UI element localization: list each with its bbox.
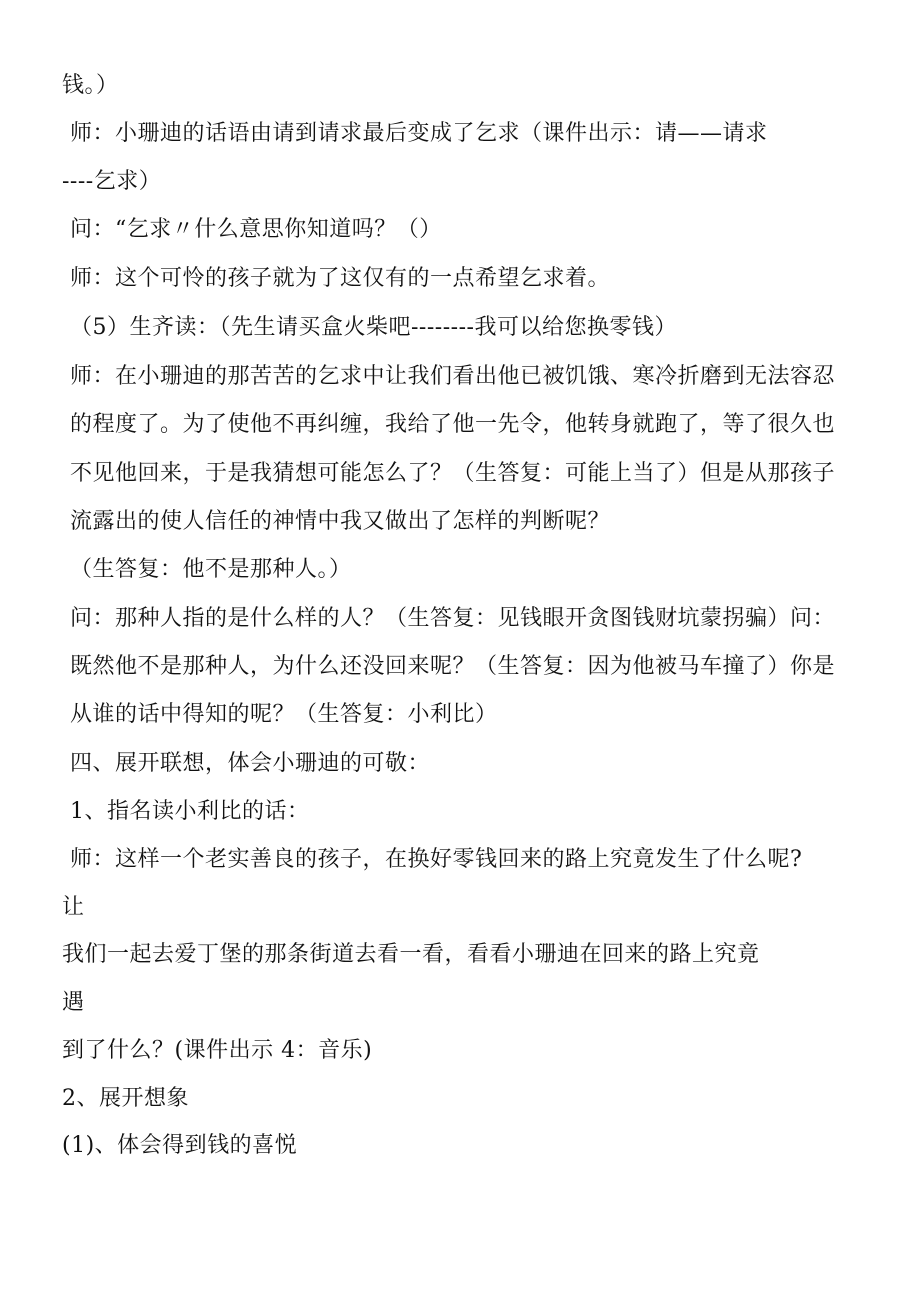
text-line: 既然他不是那种人，为什么还没回来呢？（生答复：因为他被马车撞了）你是: [70, 654, 836, 679]
text-line: 从谁的话中得知的呢？（生答复：小利比）: [70, 702, 498, 727]
text-line: 让: [62, 895, 85, 920]
text-line: ----乞求）: [62, 169, 162, 194]
text-line: 师：这样一个老实善良的孩子，在换好零钱回来的路上究竟发生了什么呢?: [70, 847, 803, 872]
text-line: 不见他回来，于是我猜想可能怎么了？（生答复：可能上当了）但是从那孩子: [70, 461, 836, 486]
text-line: 的程度了。为了使他不再纠缠，我给了他一先令，他转身就跑了，等了很久也: [70, 412, 836, 437]
text-line: 问：那种人指的是什么样的人？（生答复：见钱眼开贪图钱财坑蒙拐骗）问：: [70, 606, 836, 631]
text-line: 师：小珊迪的话语由请到请求最后变成了乞求（课件出示：请——请求: [70, 121, 768, 146]
text-line: 流露出的使人信任的神情中我又做出了怎样的判断呢？: [70, 509, 611, 534]
text-line: （5）生齐读：（先生请买盒火柴吧--------我可以给您换零钱）: [70, 315, 677, 340]
text-line: 2、展开想象: [62, 1086, 189, 1111]
text-line: 师：这个可怜的孩子就为了这仅有的一点希望乞求着。: [70, 266, 611, 291]
text-line: （生答复：他不是那种人。）: [70, 557, 352, 582]
text-line: 师：在小珊迪的那苦苦的乞求中让我们看出他已被饥饿、寒冷折磨到无法容忍: [70, 364, 836, 389]
text-line: 问：“乞求〃什么意思你知道吗？（）: [70, 217, 442, 242]
text-line: (1)、体会得到钱的喜悦: [62, 1133, 298, 1158]
text-line: 钱。）: [62, 73, 119, 98]
text-line: 到了什么？(课件出示 4：音乐): [62, 1038, 373, 1063]
section-heading: 四、展开联想，体会小珊迪的可敬：: [70, 751, 431, 776]
text-line: 我们一起去爱丁堡的那条街道去看一看，看看小珊迪在回来的路上究竟: [62, 942, 760, 967]
text-line: 1、指名读小利比的话：: [70, 799, 310, 824]
text-line: 遇: [62, 990, 85, 1015]
